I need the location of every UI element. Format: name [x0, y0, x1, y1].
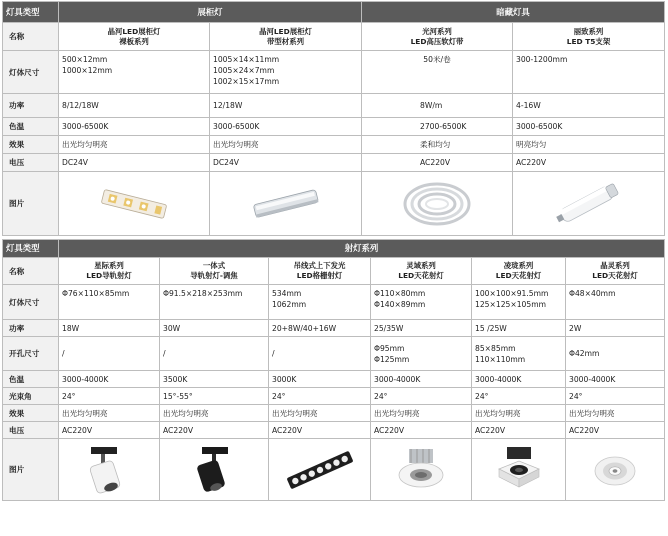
- product-size: 1005×14×11mm 1005×24×7mm 1002×15×17mm: [210, 51, 362, 94]
- product-cct: 3000-4000K: [371, 371, 472, 388]
- product-voltage: AC220V: [566, 422, 665, 439]
- product-beam-angle: 24°: [59, 388, 160, 405]
- product-name: 灵域系列 LED天花射灯: [371, 258, 472, 285]
- product-voltage: AC220V: [362, 154, 513, 172]
- table2-cct-row: [3, 371, 665, 388]
- product-cct: 3000-4000K: [566, 371, 665, 388]
- row-label-power: 功率: [3, 94, 59, 118]
- table2-effect-row: [3, 405, 665, 422]
- product-beam-angle: 24°: [269, 388, 371, 405]
- product-beam-angle: 24°: [566, 388, 665, 405]
- group-spotlights: 射灯系列: [59, 240, 665, 258]
- table2-beam-row: [3, 388, 665, 405]
- table1-type-header: 灯具类型: [3, 2, 59, 23]
- row-label-cutout: 开孔尺寸: [3, 337, 59, 371]
- product-name: 晶灵系列 LED天花射灯: [566, 258, 665, 285]
- product-cutout: /: [59, 337, 160, 371]
- product-power: 12/18W: [210, 94, 362, 118]
- product-effect: 出光均匀明亮: [371, 405, 472, 422]
- linear-grille-spotlight-icon: [280, 443, 360, 497]
- product-size: 500×12mm 1000×12mm: [59, 51, 210, 94]
- product-cutout: Φ42mm: [566, 337, 665, 371]
- cabinet-hidden-lights-table: [2, 1, 665, 236]
- product-voltage: AC220V: [371, 422, 472, 439]
- table1-voltage-row: [3, 154, 665, 172]
- product-name: 晶河LED展柜灯 裸板系列: [59, 23, 210, 51]
- row-label-picture: 图片: [3, 172, 59, 236]
- t5-bracket-tube-icon: [549, 179, 629, 229]
- product-cutout: /: [160, 337, 269, 371]
- product-power: 25/35W: [371, 320, 472, 337]
- product-cutout: Φ95mm Φ125mm: [371, 337, 472, 371]
- product-effect: 柔和均匀: [362, 136, 513, 154]
- white-track-spotlight-icon: [79, 443, 139, 497]
- table2-power-row: [3, 320, 665, 337]
- table2-name-row: [3, 258, 665, 285]
- product-size: 300-1200mm: [513, 51, 665, 94]
- row-label-name: 名称: [3, 23, 59, 51]
- product-power: 15 /25W: [472, 320, 566, 337]
- product-cutout: 85×85mm 110×110mm: [472, 337, 566, 371]
- product-name: 吊线式上下发光 LED格栅射灯: [269, 258, 371, 285]
- product-effect: 出光均匀明亮: [566, 405, 665, 422]
- product-size: 100×100×91.5mm 125×125×105mm: [472, 285, 566, 320]
- mini-ceiling-spotlight-icon: [585, 443, 645, 497]
- row-label-power: 功率: [3, 320, 59, 337]
- table2-size-row: [3, 285, 665, 320]
- product-beam-angle: 24°: [371, 388, 472, 405]
- product-power: 4-16W: [513, 94, 665, 118]
- row-label-name: 名称: [3, 258, 59, 285]
- row-label-voltage: 电压: [3, 422, 59, 439]
- product-cct: 3000-6500K: [210, 118, 362, 136]
- table1-name-row: [3, 23, 665, 51]
- table1-size-row: [3, 51, 665, 94]
- group-hidden-lights: 暗藏灯具: [362, 2, 665, 23]
- row-label-cct: 色温: [3, 118, 59, 136]
- square-recessed-spotlight-icon: [489, 443, 549, 497]
- product-effect: 出光均匀明亮: [59, 405, 160, 422]
- product-name: 丽致系列 LED T5支架: [513, 23, 665, 51]
- product-effect: 出光均匀明亮: [269, 405, 371, 422]
- product-cct: 3500K: [160, 371, 269, 388]
- product-beam-angle: 15°-55°: [160, 388, 269, 405]
- table2-type-header: 灯具类型: [3, 240, 59, 258]
- table1-power-row: [3, 94, 665, 118]
- row-label-cct: 色温: [3, 371, 59, 388]
- product-voltage: AC220V: [160, 422, 269, 439]
- product-cutout: /: [269, 337, 371, 371]
- product-voltage: AC220V: [472, 422, 566, 439]
- row-label-effect: 效果: [3, 136, 59, 154]
- product-power: 8W/m: [362, 94, 513, 118]
- product-voltage: DC24V: [59, 154, 210, 172]
- product-beam-angle: 24°: [472, 388, 566, 405]
- product-effect: 出光均匀明亮: [59, 136, 210, 154]
- product-cct: 3000-6500K: [59, 118, 210, 136]
- product-cct: 3000-4000K: [59, 371, 160, 388]
- led-strip-board-icon: [94, 181, 174, 227]
- product-voltage: DC24V: [210, 154, 362, 172]
- product-voltage: AC220V: [59, 422, 160, 439]
- product-power: 8/12/18W: [59, 94, 210, 118]
- product-size: 50米/卷: [362, 51, 513, 94]
- product-power: 18W: [59, 320, 160, 337]
- product-name: 凌珑系列 LED天花射灯: [472, 258, 566, 285]
- table1-effect-row: [3, 136, 665, 154]
- round-recessed-downlight-icon: [391, 443, 451, 497]
- product-name: 一体式 导轨射灯-调焦: [160, 258, 269, 285]
- product-power: 2W: [566, 320, 665, 337]
- product-size: Φ110×80mm Φ140×89mm: [371, 285, 472, 320]
- aluminum-profile-light-icon: [246, 181, 326, 227]
- table1-picture-row: [3, 172, 665, 236]
- product-name: 晶河LED展柜灯 带型材系列: [210, 23, 362, 51]
- row-label-voltage: 电压: [3, 154, 59, 172]
- product-size: Φ48×40mm: [566, 285, 665, 320]
- product-effect: 明亮均匀: [513, 136, 665, 154]
- row-label-size: 灯体尺寸: [3, 51, 59, 94]
- spotlight-series-table: [2, 239, 665, 501]
- product-cct: 3000-6500K: [513, 118, 665, 136]
- product-cct: 3000-4000K: [472, 371, 566, 388]
- row-label-beam: 光束角: [3, 388, 59, 405]
- product-cct: 2700-6500K: [362, 118, 513, 136]
- row-label-effect: 效果: [3, 405, 59, 422]
- black-zoom-track-spotlight-icon: [184, 443, 244, 497]
- product-name: 光河系列 LED高压软灯带: [362, 23, 513, 51]
- product-power: 20+8W/40+16W: [269, 320, 371, 337]
- row-label-picture: 图片: [3, 439, 59, 501]
- table2-cutout-row: [3, 337, 665, 371]
- product-effect: 出光均匀明亮: [472, 405, 566, 422]
- table2-voltage-row: [3, 422, 665, 439]
- product-effect: 出光均匀明亮: [160, 405, 269, 422]
- product-size: Φ91.5×218×253mm: [160, 285, 269, 320]
- flexible-strip-coil-icon: [397, 179, 477, 229]
- product-name: 星际系列 LED导轨射灯: [59, 258, 160, 285]
- product-voltage: AC220V: [513, 154, 665, 172]
- table1-cct-row: [3, 118, 665, 136]
- product-voltage: AC220V: [269, 422, 371, 439]
- product-size: Φ76×110×85mm: [59, 285, 160, 320]
- product-cct: 3000K: [269, 371, 371, 388]
- product-power: 30W: [160, 320, 269, 337]
- group-cabinet-lights: 展柜灯: [59, 2, 362, 23]
- product-size: 534mm 1062mm: [269, 285, 371, 320]
- row-label-size: 灯体尺寸: [3, 285, 59, 320]
- table2-picture-row: [3, 439, 665, 501]
- product-effect: 出光均匀明亮: [210, 136, 362, 154]
